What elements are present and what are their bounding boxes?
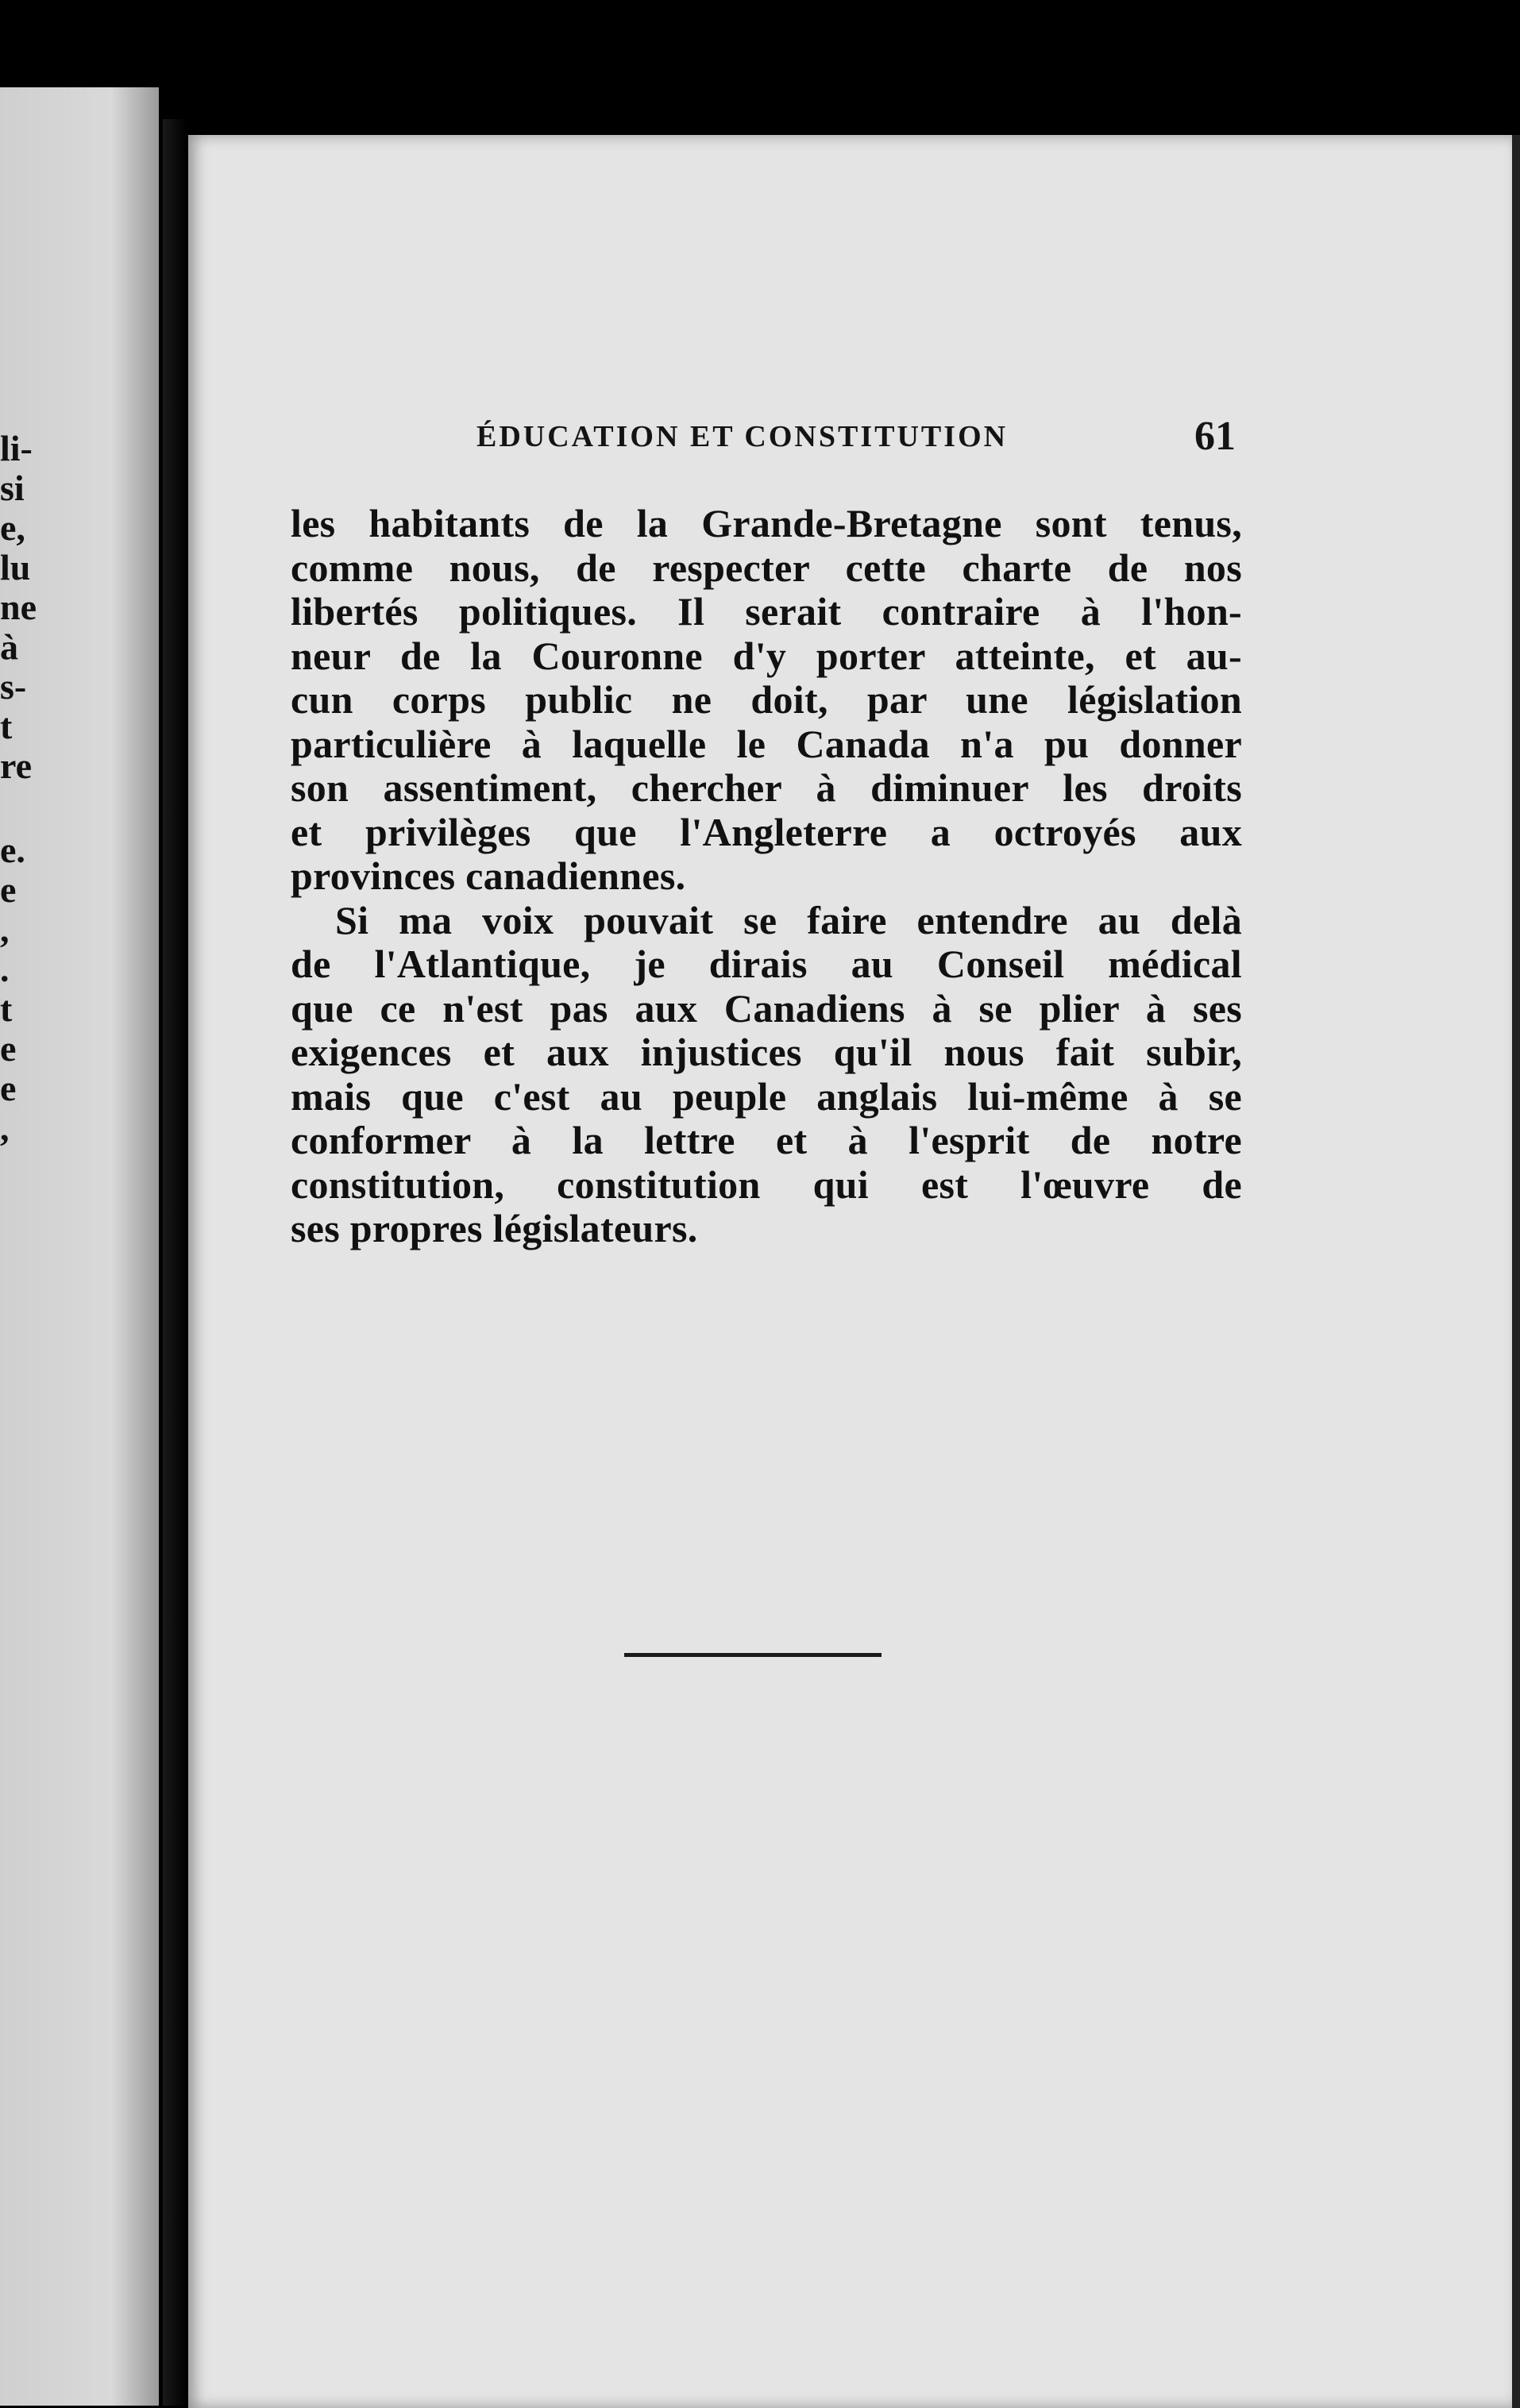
facing-line: à — [0, 627, 18, 667]
facing-line: s- — [0, 667, 27, 707]
body-text — [291, 502, 1242, 1251]
book-gutter — [163, 119, 187, 2406]
text-line: libertés politiques. Il serait contraire à l'hon- — [291, 589, 1242, 634]
text-line: ses propres législateurs. — [291, 1206, 698, 1250]
text-line: mais que c'est au peuple anglais lui-même à se — [291, 1073, 1242, 1119]
facing-line: re — [0, 746, 33, 786]
text-line: que ce n'est pas aux Canadiens à se plier à ses — [291, 985, 1242, 1031]
facing-line: , — [0, 910, 10, 950]
text-line: provinces canadiennes. — [291, 853, 686, 898]
text-line: exigences et aux injustices qu'il nous fait subir, — [291, 1030, 1242, 1074]
facing-line: , — [0, 1108, 10, 1148]
text-line: de l'Atlantique, je dirais au Conseil médical — [291, 942, 1242, 986]
facing-page-text — [0, 429, 64, 1148]
facing-line: t — [0, 707, 13, 746]
facing-line: e — [0, 1069, 17, 1108]
facing-line: ne — [0, 588, 37, 627]
text-line: cun corps public ne doit, par une législation — [291, 677, 1242, 722]
facing-line: e, — [0, 508, 25, 548]
text-line: Si ma voix pouvait se faire entendre au delà — [335, 897, 1242, 942]
facing-line: e — [0, 1029, 17, 1069]
page-header — [294, 413, 1247, 468]
text-line: neur de la Couronne d'y porter atteinte, et au- — [291, 633, 1242, 678]
text-line: constitution, constitution qui est l'œuvre de — [291, 1162, 1242, 1207]
text-line: particulière à laquelle le Canada n'a pu donner — [291, 721, 1242, 766]
facing-gap — [0, 786, 64, 830]
text-line: conformer à la lettre et à l'esprit de notre — [291, 1118, 1242, 1162]
text-line: son assentiment, chercher à diminuer les droits — [291, 765, 1242, 810]
page-number: 61 — [1194, 414, 1236, 459]
running-title: ÉDUCATION ET CONSTITUTION — [476, 420, 1009, 453]
section-rule — [624, 1653, 882, 1657]
facing-line: . — [0, 950, 10, 989]
text-line: les habitants de la Grande-Bretagne sont tenus, — [291, 501, 1242, 545]
facing-line: si — [0, 468, 25, 508]
facing-line: e — [0, 870, 17, 910]
facing-line: li- — [0, 429, 33, 468]
book-page — [188, 135, 1513, 2408]
facing-line: e. — [0, 830, 25, 870]
facing-line: lu — [0, 548, 31, 588]
text-line: et privilèges que l'Angleterre a octroyés aux — [291, 809, 1242, 854]
page-edge — [1512, 135, 1520, 2408]
text-line: comme nous, de respecter cette charte de nos — [291, 545, 1242, 590]
facing-line: t — [0, 989, 13, 1029]
